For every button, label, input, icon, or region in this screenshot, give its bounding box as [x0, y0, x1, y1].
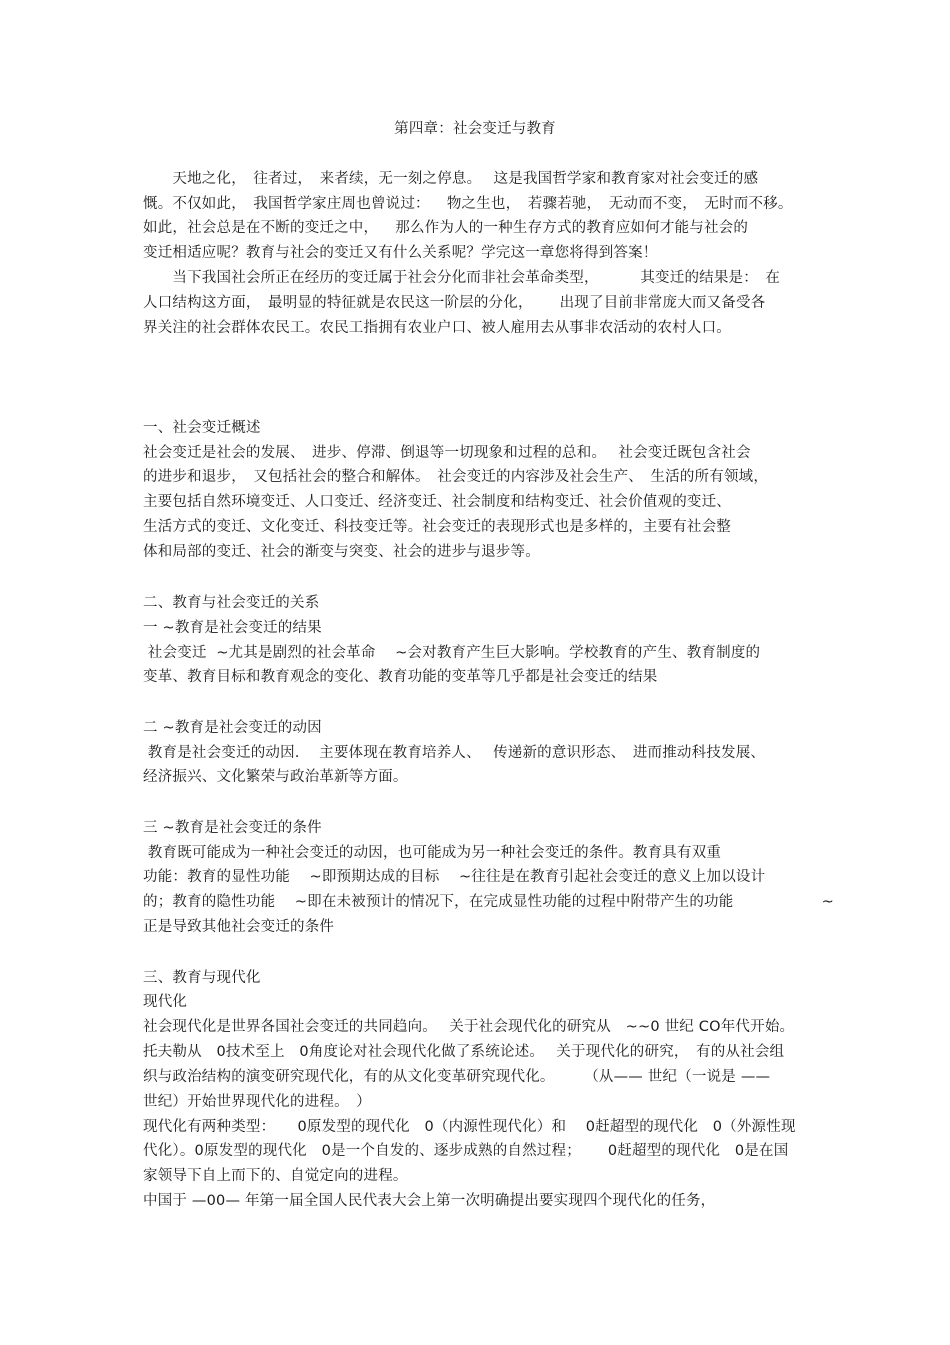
intro-paragraph-line: 天地之化， 往者过， 来者续，无一刻之停息。 这是我国哲学家和教育家对社会变迁的感	[143, 171, 759, 187]
section3-paragraph-line: 家领导下自上而下的、自觉定向的进程。	[143, 1168, 408, 1184]
intro-paragraph-line: 如此，社会总是在不断的变迁之中， 那么作为人的一种生存方式的教育应如何才能与社会的	[143, 220, 749, 236]
subsection3-paragraph-line: 的；教育的隐性功能 ~即在未被预计的情况下，在完成显性功能的过程中附带产生的功能 ~	[143, 894, 835, 910]
intro-paragraph-line: 人口结构这方面， 最明显的特征就是农民这一阶层的分化， 出现了目前非常庞大而又备受各	[143, 295, 766, 311]
subsection-heading-modernization: 现代化	[143, 994, 188, 1010]
chapter-title: 第四章：社会变迁与教育	[394, 121, 556, 137]
subsection-heading-2: 二 ~教育是社会变迁的动因	[143, 720, 322, 736]
subsection3-paragraph-line: 正是导致其他社会变迁的条件	[143, 919, 335, 935]
section-heading-3: 三、教育与现代化	[143, 970, 261, 986]
subsection-heading-1: 一 ~教育是社会变迁的结果	[143, 620, 322, 636]
section3-paragraph-line: 织与政治结构的演变研究现代化，有的从文化变革研究现代化。 （从—— 世纪（一说是 ——	[143, 1069, 771, 1085]
section3-paragraph-line: 中国于 —00— 年第一届全国人民代表大会上第一次明确提出要实现四个现代化的任务，	[143, 1193, 716, 1209]
subsection2-paragraph-line: 经济振兴、文化繁荣与政治革新等方面。	[143, 769, 408, 785]
subsection1-paragraph-line: 变革、教育目标和教育观念的变化、教育功能的变革等几乎都是社会变迁的结果	[143, 669, 658, 685]
section3-paragraph-line: 托夫勒从 0技术至上 0角度论对社会现代化做了系统论述。 关于现代化的研究， 有的从社会组	[143, 1044, 785, 1060]
section1-paragraph-line: 体和局部的变迁、社会的渐变与突变、社会的进步与退步等。	[143, 544, 540, 560]
section3-paragraph-line: 世纪）开始世界现代化的进程。 ）	[143, 1094, 371, 1110]
section-heading-2: 二、教育与社会变迁的关系	[143, 595, 320, 611]
intro-paragraph-line: 当下我国社会所正在经历的变迁属于社会分化而非社会革命类型， 其变迁的结果是： 在	[143, 270, 781, 286]
subsection3-paragraph-line: 教育既可能成为一种社会变迁的动因，也可能成为另一种社会变迁的条件。教育具有双重	[143, 845, 722, 861]
section1-paragraph-line: 主要包括自然环境变迁、人口变迁、经济变迁、社会制度和结构变迁、社会价值观的变迁、	[143, 494, 731, 510]
intro-paragraph-line: 界关注的社会群体农民工。农民工指拥有农业户口、被人雇用去从事非农活动的农村人口。	[143, 320, 731, 336]
subsection1-paragraph-line: 社会变迁 ~尤其是剧烈的社会革命 ~会对教育产生巨大影响。学校教育的产生、教育制度的	[143, 645, 761, 661]
intro-paragraph-line: 慨。不仅如此， 我国哲学家庄周也曾说过： 物之生也， 若骤若驰， 无动而不变， 无时而不移。	[143, 196, 793, 212]
section3-paragraph-line: 现代化有两种类型： 0原发型的现代化 0（内源性现代化）和 0赶超型的现代化 0（外源性现	[143, 1119, 796, 1135]
subsection3-paragraph-line: 功能：教育的显性功能 ~即预期达成的目标 ~往往是在教育引起社会变迁的意义上加以设计	[143, 869, 766, 885]
intro-paragraph-line: 变迁相适应呢？教育与社会的变迁又有什么关系呢？学完这一章您将得到答案！	[143, 245, 658, 261]
section1-paragraph-line: 社会变迁是社会的发展、 进步、停滞、倒退等一切现象和过程的总和。 社会变迁既包含社会	[143, 445, 751, 461]
section3-paragraph-line: 代化）。0原发型的现代化 0是一个自发的、逐步成熟的自然过程； 0赶超型的现代化 0是在国	[143, 1143, 789, 1159]
subsection2-paragraph-line: 教育是社会变迁的动因. 主要体现在教育培养人、 传递新的意识形态、 进而推动科技发展、	[143, 745, 766, 761]
section1-paragraph-line: 的进步和退步， 又包括社会的整合和解体。 社会变迁的内容涉及社会生产、 生活的所有领域，	[143, 469, 769, 485]
section-heading-1: 一、社会变迁概述	[143, 420, 261, 436]
section1-paragraph-line: 生活方式的变迁、文化变迁、科技变迁等。社会变迁的表现形式也是多样的，主要有社会整	[143, 519, 731, 535]
section3-paragraph-line: 社会现代化是世界各国社会变迁的共同趋向。 关于社会现代化的研究从 ~~0 世纪 CO年代开始。	[143, 1019, 795, 1035]
subsection-heading-3: 三 ~教育是社会变迁的条件	[143, 820, 322, 836]
